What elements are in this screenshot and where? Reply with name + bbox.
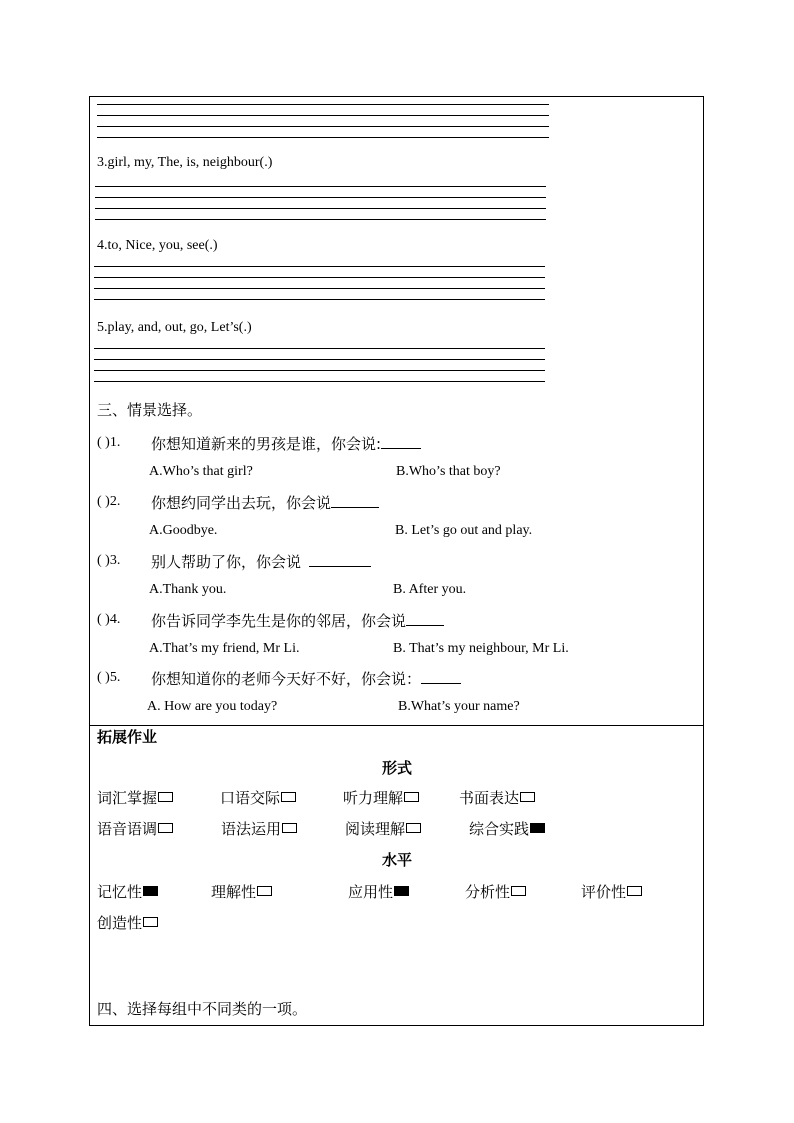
item-3-option-a: A.Thank you. — [149, 582, 227, 597]
answer-line — [94, 277, 545, 278]
answer-blank — [406, 611, 444, 626]
item-3-prompt: 别人帮助了你，你会说 — [151, 552, 371, 570]
checkbox-checked[interactable] — [530, 823, 545, 833]
answer-line — [97, 115, 549, 116]
answer-line — [97, 104, 549, 105]
answer-blank — [331, 493, 379, 508]
answer-blank — [309, 552, 371, 567]
item-4-option-b: B. That’s my neighbour, Mr Li. — [393, 641, 569, 656]
answer-line — [95, 208, 546, 209]
item-2-option-a: A.Goodbye. — [149, 523, 218, 538]
answer-blank — [421, 669, 461, 684]
item-1-option-a: A.Who’s that girl? — [149, 464, 253, 479]
checkbox[interactable] — [282, 823, 297, 833]
item-4-option-a: A.That’s my friend, Mr Li. — [149, 641, 300, 656]
form-option: 听力理解 — [343, 790, 419, 806]
form-option: 词汇掌握 — [97, 790, 173, 806]
checkbox-checked[interactable] — [394, 886, 409, 896]
level-heading: 水平 — [382, 851, 413, 869]
checkbox[interactable] — [511, 886, 526, 896]
answer-line — [94, 288, 545, 289]
level-option: 理解性 — [211, 884, 272, 900]
extension-title: 拓展作业 — [97, 728, 158, 746]
answer-line — [94, 348, 545, 349]
answer-line — [97, 137, 549, 138]
section-3-title: 三、情景选择。 — [97, 401, 203, 419]
answer-line — [97, 126, 549, 127]
answer-line — [94, 359, 545, 360]
checkbox-checked[interactable] — [143, 886, 158, 896]
form-option: 语法运用 — [221, 821, 297, 837]
answer-line — [95, 186, 546, 187]
question-5-text: 5.play, and, out, go, Let’s(.) — [97, 320, 252, 335]
form-option: 综合实践 — [469, 821, 545, 837]
item-3-number: ( )3. — [97, 553, 121, 568]
checkbox[interactable] — [257, 886, 272, 896]
answer-line — [95, 219, 546, 220]
checkbox[interactable] — [143, 917, 158, 927]
form-option: 口语交际 — [220, 790, 296, 806]
checkbox[interactable] — [627, 886, 642, 896]
item-4-prompt: 你告诉同学李先生是你的邻居，你会说 — [151, 611, 444, 629]
checkbox[interactable] — [281, 792, 296, 802]
answer-line — [94, 266, 545, 267]
item-1-prompt: 你想知道新来的男孩是谁，你会说: — [151, 434, 421, 452]
form-option: 书面表达 — [459, 790, 535, 806]
answer-line — [94, 381, 545, 382]
level-option: 创造性 — [97, 915, 158, 931]
level-option: 分析性 — [465, 884, 526, 900]
level-option: 应用性 — [348, 884, 409, 900]
form-heading: 形式 — [382, 759, 413, 777]
item-5-prompt: 你想知道你的老师今天好不好，你会说： — [151, 669, 461, 687]
item-2-option-b: B. Let’s go out and play. — [395, 523, 533, 538]
level-option: 记忆性 — [97, 884, 158, 900]
item-5-option-b: B.What’s your name? — [398, 699, 520, 714]
form-option: 语音语调 — [97, 821, 173, 837]
item-3-option-b: B. After you. — [393, 582, 467, 597]
form-option: 阅读理解 — [345, 821, 421, 837]
answer-line — [95, 197, 546, 198]
answer-blank — [381, 434, 421, 449]
item-5-number: ( )5. — [97, 670, 121, 685]
answer-line — [94, 299, 545, 300]
checkbox[interactable] — [404, 792, 419, 802]
answer-line — [94, 370, 545, 371]
checkbox[interactable] — [158, 823, 173, 833]
item-1-option-b: B.Who’s that boy? — [396, 464, 501, 479]
checkbox[interactable] — [520, 792, 535, 802]
item-4-number: ( )4. — [97, 612, 121, 627]
table-row-divider — [89, 725, 704, 726]
item-2-number: ( )2. — [97, 494, 121, 509]
item-2-prompt: 你想约同学出去玩，你会说 — [151, 493, 379, 511]
checkbox[interactable] — [406, 823, 421, 833]
item-5-option-a: A. How are you today? — [147, 699, 278, 714]
section-4-title: 四、选择每组中不同类的一项。 — [97, 1000, 308, 1018]
item-1-number: ( )1. — [97, 435, 121, 450]
checkbox[interactable] — [158, 792, 173, 802]
level-option: 评价性 — [581, 884, 642, 900]
question-3-text: 3.girl, my, The, is, neighbour(.) — [97, 155, 273, 170]
question-4-text: 4.to, Nice, you, see(.) — [97, 238, 218, 253]
